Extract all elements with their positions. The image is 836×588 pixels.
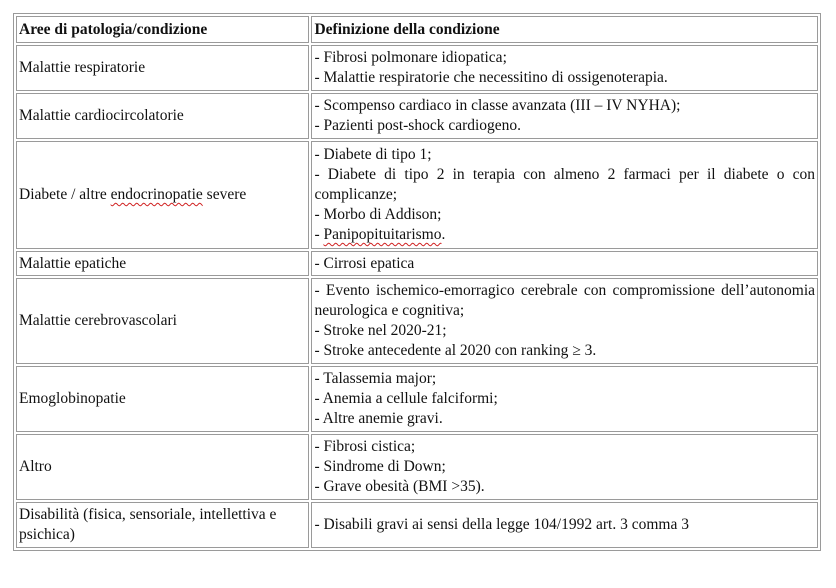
row-area: Emoglobinopatie [16,366,309,432]
row-area: Malattie cerebrovascolari [16,278,309,364]
table-row [16,434,818,500]
header-area: Aree di patologia/condizione [16,16,309,43]
row-area: Malattie respiratorie [16,45,309,91]
definition-line: - Pazienti post-shock cardiogeno. [314,117,522,134]
definition-line: - Talassemia major; [314,370,437,387]
spellcheck-word: endocrinopatie [110,186,203,203]
table-row [16,366,818,432]
definition-line: - Fibrosi polmonare idiopatica; [314,49,507,66]
row-area-text: Diabete / altre [19,186,111,203]
table-header-row [16,16,818,43]
definition-line [314,225,815,245]
definition-line: - Grave obesità (BMI >35). [314,478,485,495]
table-row [16,45,818,91]
definition-text: . [441,226,446,243]
definition-line: - Diabete di tipo 2 in terapia con almeno 2 farmaci per il diabete o con complicanze; [314,166,815,203]
row-area: Altro [16,434,309,500]
definition-line: - Stroke nel 2020-21; [314,322,447,339]
table-row [16,141,818,249]
definition-line: - Cirrosi epatica [314,254,415,272]
definition-line: - Morbo di Addison; [314,206,442,223]
row-definition [311,251,818,276]
row-definition [311,141,818,249]
definition-text: - [314,226,324,243]
spellcheck-word: Panipopituitarismo [323,226,442,243]
row-definition [311,434,818,500]
row-definition [311,366,818,432]
definition-line: - Diabete di tipo 1; [314,146,432,163]
definition-line: - Sindrome di Down; [314,458,446,475]
conditions-table [13,13,821,551]
header-definition: Definizione della condizione [311,16,818,43]
row-definition [311,45,818,91]
definition-line: - Scompenso cardiaco in classe avanzata (III – IV NYHA); [314,97,681,114]
table-row [16,502,818,548]
definition-line: - Altre anemie gravi. [314,410,443,427]
row-area: Malattie cardiocircolatorie [16,93,309,139]
row-area: Disabilità (fisica, sensoriale, intellettiva e psichica) [16,502,309,548]
row-area-text: severe [202,186,247,203]
definition-line: - Evento ischemico-emorragico cerebrale con compromissione dell’autonomia neurologica e cognitiva; [314,282,815,319]
row-definition [311,502,818,548]
row-definition [311,278,818,364]
definition-line: - Disabili gravi ai sensi della legge 104/1992 art. 3 comma 3 [314,516,689,533]
table-row [16,278,818,364]
row-area [16,141,309,249]
table-row [16,251,818,276]
row-definition [311,93,818,139]
definition-line: - Fibrosi cistica; [314,438,416,455]
definition-line: - Anemia a cellule falciformi; [314,390,498,407]
row-area: Malattie epatiche [16,251,309,276]
table-row [16,93,818,139]
definition-line: - Stroke antecedente al 2020 con ranking ≥ 3. [314,342,597,359]
definition-line: - Malattie respiratorie che necessitino di ossigenoterapia. [314,69,668,86]
